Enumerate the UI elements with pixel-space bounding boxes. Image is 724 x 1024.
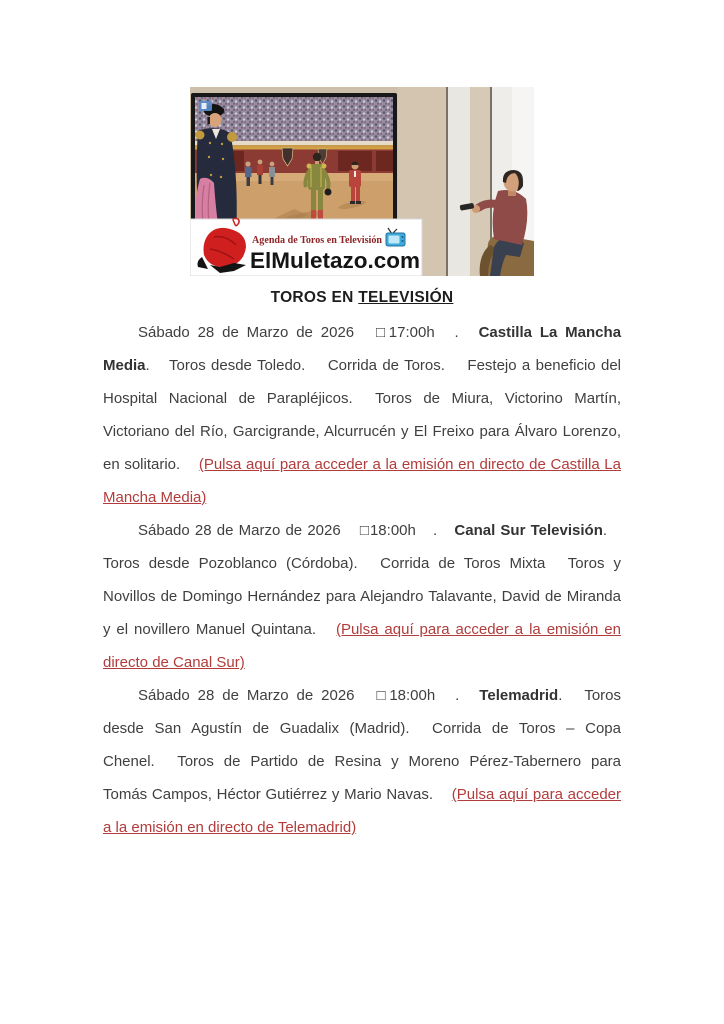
separator-dot: . bbox=[455, 687, 460, 704]
bullfight-tv-scene bbox=[190, 87, 534, 276]
missing-glyph-box: □ bbox=[376, 687, 390, 704]
listing-time: 17:00h bbox=[388, 324, 435, 341]
listing-channel-name: Telemadrid bbox=[479, 687, 559, 704]
separator-dot: . bbox=[454, 324, 459, 341]
tv-listing bbox=[103, 679, 621, 844]
listing-description: Toros desde Pozoblanco (Córdoba). Corrida de Toros Mixta Toros y Novillos de Domingo Hernández para Alejandro Talavante, David de Miranda y el novillero Manuel Quintana. bbox=[103, 555, 621, 638]
channel-period: . bbox=[145, 357, 150, 374]
channel-period: . bbox=[602, 522, 608, 539]
background-figures bbox=[245, 160, 275, 186]
hero-image bbox=[190, 0, 534, 276]
listing-description: Toros desde San Agustín de Guadalix (Madrid). Corrida de Toros – Copa Chenel. Toros de Partido de Resina y Moreno Pérez-Tabernero para Tomás Campos, Héctor Gutiérrez y Mario Navas. bbox=[103, 687, 622, 803]
tv-listing bbox=[103, 316, 621, 514]
channel-period: . bbox=[558, 687, 563, 704]
listing-time: 18:00h bbox=[369, 522, 416, 539]
listings bbox=[103, 316, 621, 844]
banner-tagline: Agenda de Toros en Televisión bbox=[252, 234, 382, 246]
listing-channel-name: Castilla La Mancha Media bbox=[103, 324, 622, 374]
missing-glyph-box: □ bbox=[376, 324, 389, 341]
page-title bbox=[0, 289, 724, 307]
site-banner bbox=[190, 218, 422, 276]
live-stream-link[interactable]: (Pulsa aquí para acceder a la emisión en directo de Canal Sur) bbox=[103, 621, 621, 671]
live-stream-link[interactable]: (Pulsa aquí para acceder a la emisión en directo de Castilla La Mancha Media) bbox=[103, 456, 621, 506]
listing-time: 18:00h bbox=[389, 687, 436, 704]
missing-glyph-box: □ bbox=[359, 522, 370, 539]
banner-site-name: ElMuletazo.com bbox=[250, 248, 420, 273]
listing-channel-name: Canal Sur Televisión bbox=[454, 522, 603, 539]
listing-description: Toros desde Toledo. Corrida de Toros. Festejo a beneficio del Hospital Nacional de Parapléjicos. Toros de Miura, Victorino Martín, Victoriano del Río, Garcigrande, Alcurrucén y El Freixo para Álvaro Lorenzo, en solitario. bbox=[103, 357, 621, 473]
tv-listing bbox=[103, 514, 621, 679]
title-underlined-word: TELEVISIÓN bbox=[358, 289, 454, 306]
listing-date: Sábado 28 de Marzo de 2026 bbox=[138, 687, 355, 704]
listing-date: Sábado 28 de Marzo de 2026 bbox=[138, 522, 341, 539]
separator-dot: . bbox=[433, 522, 438, 539]
title-prefix: TOROS EN bbox=[270, 289, 354, 306]
listing-date: Sábado 28 de Marzo de 2026 bbox=[138, 324, 355, 341]
live-stream-link[interactable]: (Pulsa aquí para acceder a la emisión en directo de Telemadrid) bbox=[103, 786, 622, 836]
